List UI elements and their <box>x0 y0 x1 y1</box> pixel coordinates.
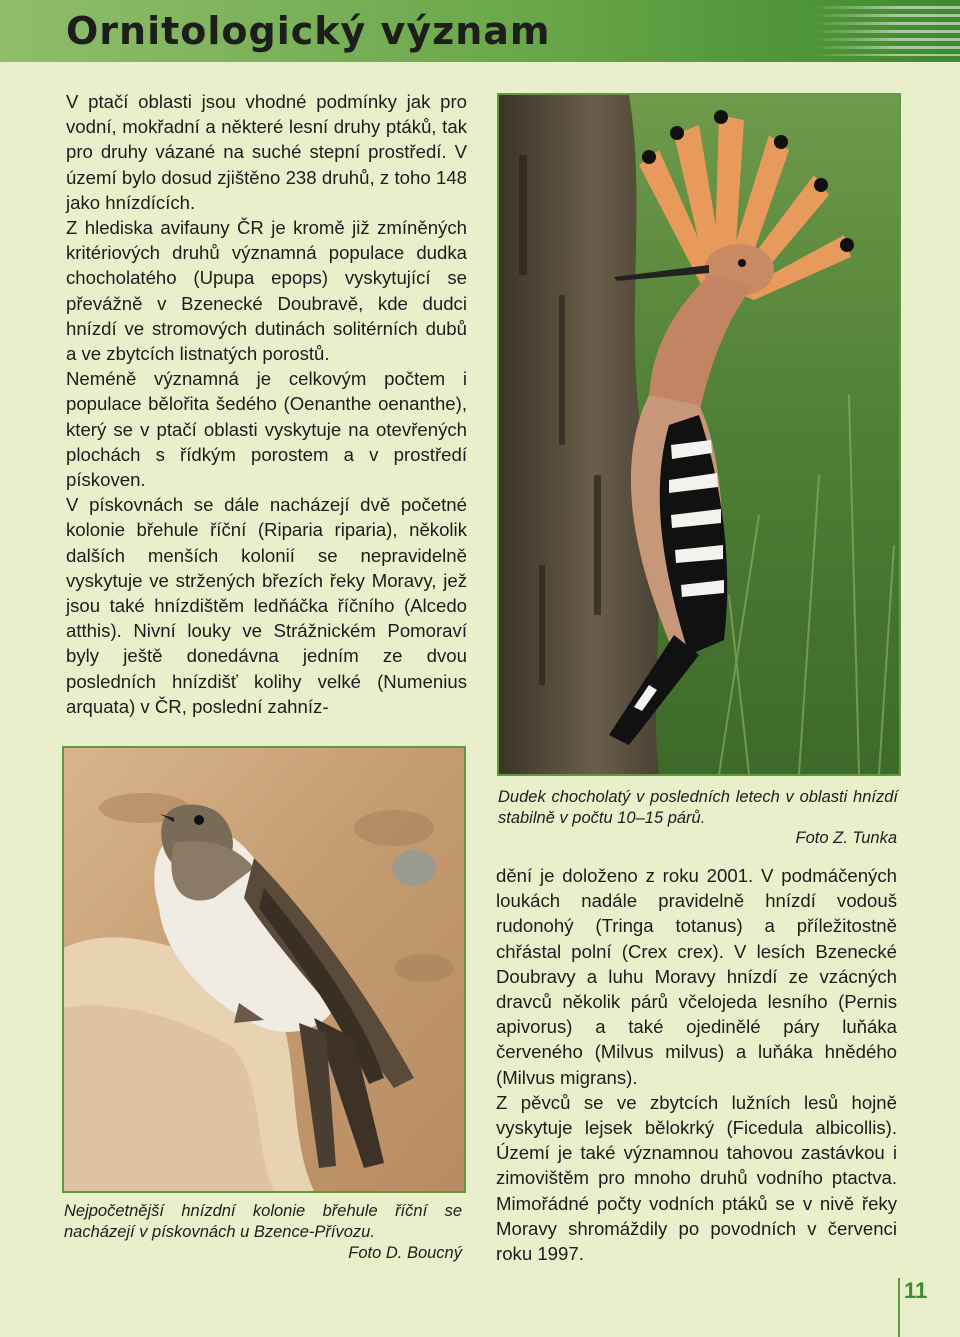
paragraph: V pískovnách se dále nacházejí dvě početné kolonie břehule říční (Riparia riparia), několik dalších menších kolonií se nepravidelně vyskytuje ve stržených březích řeky Moravy, jež jsou také hnízdištěm ledňáčka říčního (Alcedo atthis). Nivní louky ve Strážnickém Pomoraví byly ještě donedávna jedním ze dvou posledních hnízdišť kolihy velké (Numenius arquata) v ČR, poslední zahníz- <box>66 494 467 717</box>
header-bar <box>0 0 960 62</box>
paragraph: dění je doloženo z roku 2001. V podmáčených loukách nadále pravidelně hnízdí vodouš rudonohý (Tringa totanus) a příležitostně chřástal polní (Crex crex). V lesích Bzenecké Doubravy a luhu Moravy hnízdí ze vzácných dravců několik párů včelojeda lesního (Pernis apivorus) a také ojedinělé páry luňáka červeného (Milvus milvus) a luňáka hnědého (Milvus migrans). <box>496 865 897 1088</box>
left-text-column <box>66 89 467 719</box>
header-stripes <box>810 6 960 56</box>
hoopoe-caption: Dudek chocholatý v posledních letech v oblasti hnízdí stabilně v počtu 10–15 párů. <box>498 788 898 827</box>
hoopoe-photo-credit: Foto Z. Tunka <box>795 829 897 847</box>
sand-martin-photo <box>62 746 466 1193</box>
paragraph: Z pěvců se ve zbytcích lužních lesů hojně vyskytuje lejsek bělokrký (Ficedula albicollis). Území je také významnou tahovou zastávkou i zimovištěm pro mnoho druhů vodního ptactva. Mimořádné počty vodních ptáků se v nivě řeky Moravy shromáždily po povodních v červenci roku 1997. <box>496 1091 897 1265</box>
paragraph: V ptačí oblasti jsou vhodné podmínky jak pro vodní, mokřadní a některé lesní druhy ptáků, tak pro druhy vázané na suché stepní prostředí. V území bylo dosud zjištěno 238 druhů, z toho 148 jako hnízdících. <box>66 91 467 213</box>
sand-martin-caption: Nejpočetnější hnízdní kolonie břehule říční se nacházejí v pískovnách u Bzence-Přívozu. <box>64 1202 462 1241</box>
right-text-column <box>496 863 897 1266</box>
paragraph: Z hlediska avifauny ČR je kromě již zmíněných kritériových druhů významná populace dudka chocholatého (Upupa epops) vyskytující se převážně v Bzenecké Doubravě, kde dudci hnízdí ve stromových dutinách solitérních dubů a ve zbytcích listnatých porostů. <box>66 217 467 365</box>
page-title: Ornitologický význam <box>66 9 551 53</box>
hoopoe-photo <box>497 93 901 776</box>
sand-martin-photo-credit: Foto D. Boucný <box>348 1244 462 1262</box>
paragraph: Neméně významná je celkovým počtem i populace bělořita šedého (Oenanthe oenanthe), který se v ptačí oblasti vyskytuje na otevřených plochách s řídkým porostem a v prostředí pískoven. <box>66 368 467 491</box>
page-number: 11 <box>898 1278 944 1337</box>
